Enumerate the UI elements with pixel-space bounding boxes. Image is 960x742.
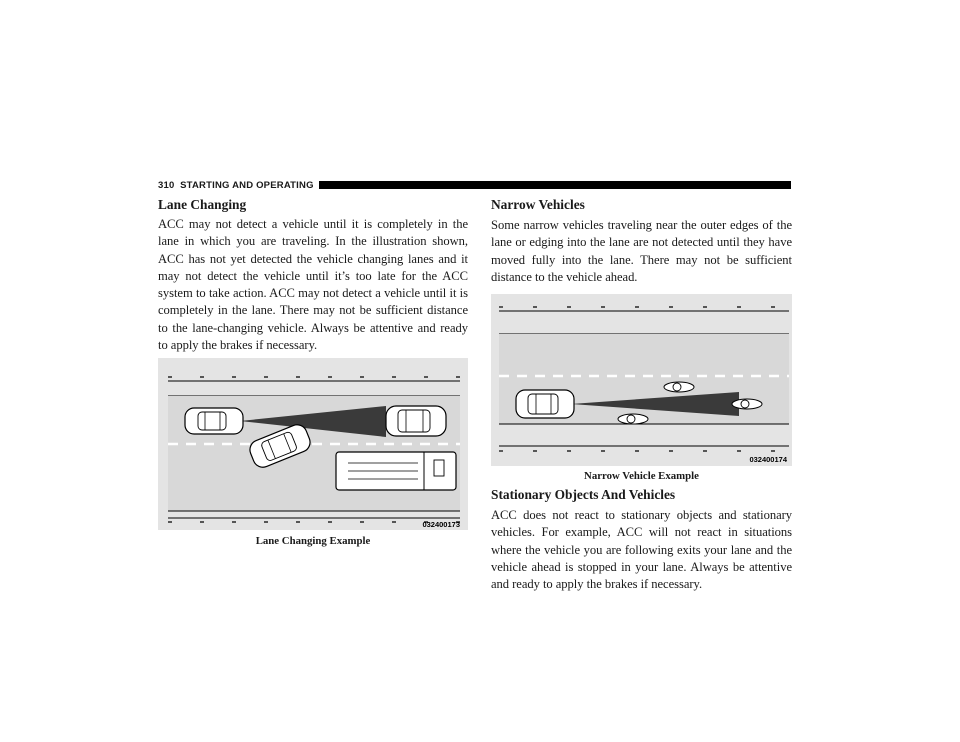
truck-icon xyxy=(336,452,456,490)
lane-changing-illustration xyxy=(158,358,468,530)
left-column xyxy=(158,196,468,548)
right-column xyxy=(491,196,792,594)
figure-code: 032400173 xyxy=(422,520,460,530)
narrow-vehicle-caption: Narrow Vehicle Example xyxy=(584,470,699,483)
page-number-and-section xyxy=(158,180,314,191)
lane-changing-caption: Lane Changing Example xyxy=(255,535,371,548)
lane-changing-text: ACC may not detect a vehicle until it is completely in the lane in which you are traveling. In the illustration shown, ACC has not yet detected the vehicle changing lanes and it may not detect the vehicle until it’s too late for the ACC system to take action. ACC may not detect a vehicle until it is completely in the lane. There may not be sufficient distance to the lane-changing vehicle. Always be attentive and ready to apply the brakes if necessary. xyxy=(158,217,468,353)
narrow-vehicles-text: Some narrow vehicles traveling near the outer edges of the lane or edging into the lane are not detected until they have moved fully into the lane. There may not be sufficient distance to the vehicle ahead. xyxy=(491,218,792,284)
page-header xyxy=(158,179,791,191)
lead-car-icon xyxy=(386,406,446,436)
stationary-text: ACC does not react to stationary objects and stationary vehicles. For example, ACC will not react in situations where the vehicle you are following exits your lane and the vehicle ahead is stopped in your lane. Always be attentive and ready to apply the brakes if necessary. xyxy=(491,508,792,592)
narrow-vehicle-illustration xyxy=(491,294,792,466)
section-title: STARTING AND OPERATING xyxy=(180,179,314,191)
own-car-icon xyxy=(516,390,574,418)
motorcycle-icon xyxy=(618,414,648,424)
figure-code: 032400174 xyxy=(749,455,787,465)
page-number: 310 xyxy=(158,179,175,191)
motorcycle-icon xyxy=(732,399,762,409)
own-car-icon xyxy=(185,408,243,434)
stationary-heading: Stationary Objects And Vehicles xyxy=(491,487,676,503)
lane-changing-heading: Lane Changing xyxy=(158,197,247,212)
header-rule xyxy=(319,181,791,189)
narrow-vehicles-heading: Narrow Vehicles xyxy=(491,197,585,212)
motorcycle-icon xyxy=(664,382,694,392)
